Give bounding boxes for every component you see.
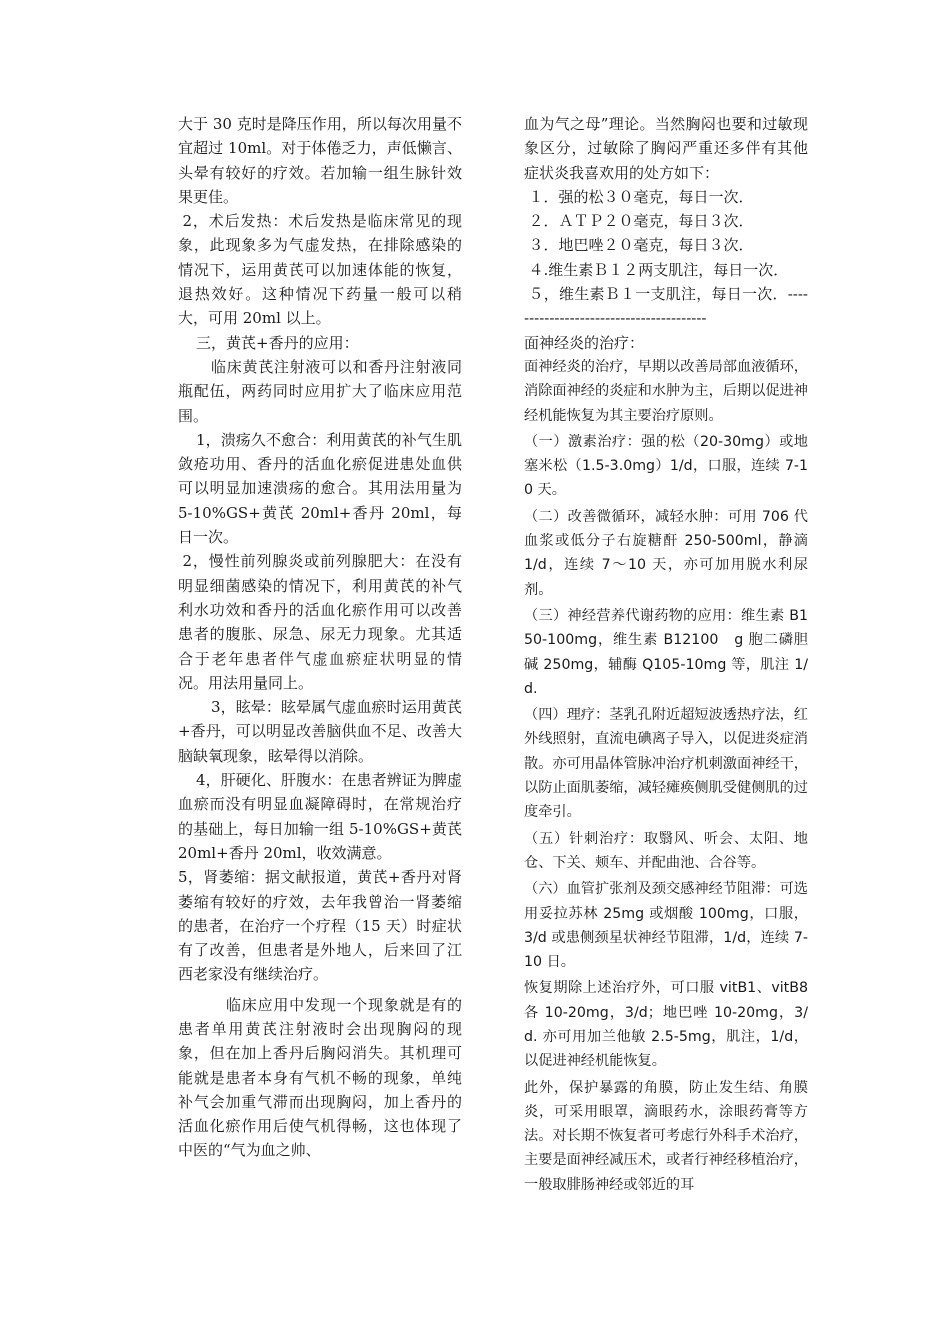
paragraph-postop-fever: 2，术后发热：术后发热是临床常见的现象，此现象多为气虚发热，在排除感染的情况下，运用黄芪可以加速体能的恢复，退热效好。这种情况下药量一般可以稍大，可用 20ml 以上。 [178, 212, 462, 328]
paragraph-cornea-protection: 此外，保护暴露的角膜，防止发生结、角膜炎，可采用眼罩，滴眼药水，涂眼药膏等方法。对长期不恢复者可考虑行外科手术治疗，主要是面神经减压术，或者行神经移植治疗，一般取腓肠神经或邻近的耳 [524, 1079, 808, 1193]
paragraph-kidney-atrophy: 5，肾萎缩：据文献报道，黄芪+香丹对肾萎缩有较好的疗效，去年我曾治一肾萎缩的患者，在治疗一个疗程（15 天）时症状有了改善，但患者是外地人，后来回了江西老家没有继续治疗。 [178, 868, 462, 984]
prescription-item-4: ４.维生素Ｂ１２两支肌注，每日一次． [528, 260, 789, 279]
paragraph-ulcer: 1，溃疡久不愈合：利用黄芪的补气生肌敛疮功用、香丹的活血化瘀促进患处血供可以明显加速溃疡的愈合。其用法用量为 5-10%GS+黄芪 20ml+香丹 20ml，每日一次。 [178, 430, 462, 547]
prescription-item-3: ３．地巴唑２０毫克，每日３次． [528, 236, 754, 255]
paragraph-dosage-note: 大于 30 克时是降压作用，所以每次用量不宜超过 10ml。对于体倦乏力，声低懒言、头晕有较好的疗效。若加输一组生脉针效果更佳。 [178, 115, 462, 206]
treatment-hormone: （一）激素治疗：强的松（20-30mg）或地塞米松（1.5-3.0mg）1/d，口服，连续 7-10 天。 [524, 433, 808, 499]
paragraph-cirrhosis: 4，肝硬化、肝腹水：在患者辨证为脾虚血瘀而没有明显血凝障碍时，在常规治疗的基础上，每日加输一组 5-10%GS+黄芪 20ml+香丹 20ml，收效满意。 [178, 771, 462, 862]
paragraph-chest-tightness: 临床应用中发现一个现象就是有的患者单用黄芪注射液时会出现胸闷的现象，但在加上香丹后胸闷消失。其机理可能就是患者本身有气机不畅的现象，单纯补气会加重气滞而出现胸闷，加上香丹的活血化瘀作用后使气机得畅，这也体现了中医的“气为血之帅、 [178, 995, 462, 1160]
section-heading-huangqi-xiangdan: 三，黄芪+香丹的应用： [196, 333, 359, 352]
treatment-vasodilator: （六）血管扩张剂及颈交感神经节阻滞：可选用妥拉苏林 25mg 或烟酸 100mg，口服，3/d 或患侧颈星状神经节阻滞，1/d，连续 7-10 日。 [524, 881, 808, 971]
left-column [178, 112, 462, 1163]
prescription-item-1: １．强的松３０毫克，每日一次． [528, 187, 754, 206]
paragraph-theory-continued: 血为气之母”理论。当然胸闷也要和过敏现象区分，过敏除了胸闷严重还多伴有其他症状炎我喜欢用的处方如下： [524, 115, 808, 182]
treatment-acupuncture: （五）针刺治疗：取翳风、听会、太阳、地仓、下关、颊车、并配曲池、合谷等。 [524, 830, 808, 871]
treatment-physiotherapy: （四）理疗：茎乳孔附近超短波透热疗法，红外线照射，直流电碘离子导入，以促进炎症消散。亦可用晶体管脉冲治疗机刺激面神经干，以防止面肌萎缩，减轻瘫痪侧肌受健侧肌的过度牵引。 [524, 707, 808, 821]
paragraph-prostatitis: 2，慢性前列腺炎或前列腺肥大：在没有明显细菌感染的情况下，利用黄芪的补气利水功效和香丹的活血化瘀作用可以改善患者的腹胀、尿急、尿无力现象。尤其适合于老年患者伴气虚血瘀症状明显的情况。用法用量同上。 [178, 552, 462, 692]
paragraph-compatibility: 临床黄芪注射液可以和香丹注射液同瓶配伍，两药同时应用扩大了临床应用范围。 [178, 357, 462, 425]
paragraph-recovery-phase: 恢复期除上述治疗外，可口服 vitB1、vitB8 各 10-20mg，3/d；地巴唑 10-20mg，3/d. 亦可用加兰他敏 2.5-5mg，肌注，1/d，以促进神经机能恢复。 [524, 980, 808, 1070]
paragraph-facial-neuritis-intro: 面神经炎的治疗，早期以改善局部血液循环，消除面神经的炎症和水肿为主，后期以促进神经机能恢复为其主要治疗原则。 [524, 358, 808, 424]
prescription-item-5: ５，维生素Ｂ１一支肌注，每日一次．---------------------------------------- [524, 285, 808, 328]
section-heading-facial-neuritis: 面神经炎的治疗： [524, 333, 645, 352]
right-column [524, 112, 808, 1197]
paragraph-vertigo: 3，眩晕：眩晕属气虚血瘀时运用黄芪+香丹，可以明显改善脑供血不足、改善大脑缺氧现象，眩晕得以消除。 [178, 698, 462, 765]
treatment-neurotrophic: （三）神经营养代谢药物的应用：维生素 B150-100mg，维生素 B12100 g 胞二磷胆碱 250mg，辅酶 Q105-10mg 等，肌注 1/d. [524, 607, 808, 697]
treatment-microcirculation: （二）改善微循环，减轻水肿：可用 706 代血浆或低分子右旋糖酐 250-500ml，静滴 1/d，连续 7～10 天，亦可加用脱水利尿剂。 [524, 508, 808, 598]
prescription-item-2: ２．ＡＴＰ２０毫克，每日３次． [528, 212, 754, 231]
